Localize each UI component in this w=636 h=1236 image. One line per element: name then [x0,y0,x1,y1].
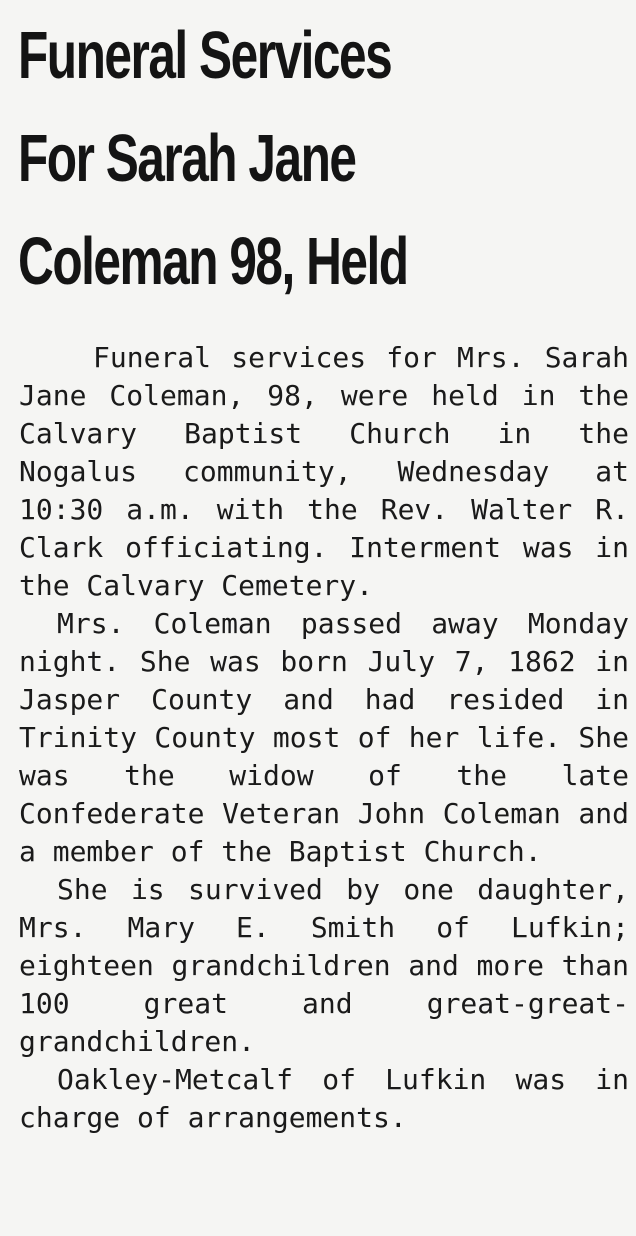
article-body [19,339,629,1137]
headline-line-2: For Sarah Jane [18,121,356,196]
headline [18,4,625,313]
headline-line-3: Coleman 98, Held [18,224,408,299]
paragraph-biography: Mrs. Coleman passed away Monday night. She was born July 7, 1862 in Jasper County and had resided in Trinity County most of her life. She was the widow of the late Confederate Veteran John Coleman and a member of the Baptist Church. [19,607,629,868]
headline-line-1: Funeral Services [18,18,392,93]
paragraph-services: Funeral services for Mrs. Sarah Jane Coleman, 98, were held in the Calvary Baptist Church in the Nogalus community, Wednesday at 10:30 a.m. with the Rev. Walter R. Clark officiating. Interment was in the Calvary Cemetery. [19,341,629,602]
paragraph-arrangements: Oakley-Metcalf of Lufkin was in charge of arrangements. [19,1063,629,1134]
paragraph-survivors: She is survived by one daughter, Mrs. Mary E. Smith of Lufkin; eighteen grandchildren and more than 100 great and great-great-grandchildren. [19,873,629,1058]
